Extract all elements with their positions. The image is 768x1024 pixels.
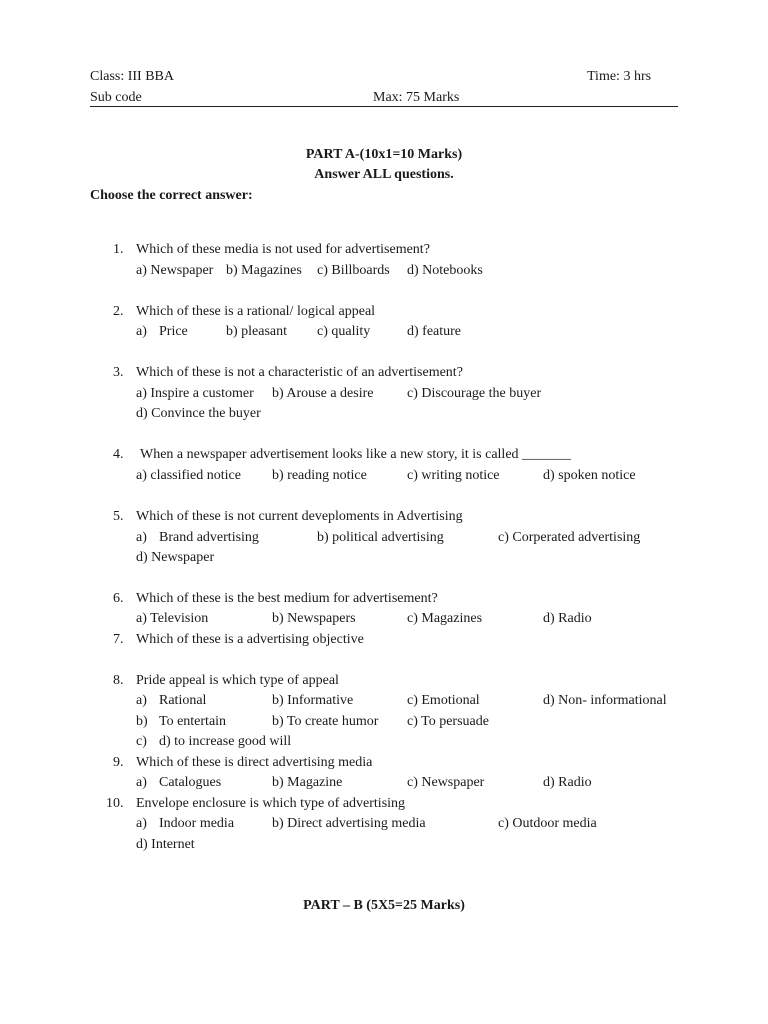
- question-number: 1.: [113, 242, 124, 257]
- option: b) Magazine: [272, 775, 343, 790]
- option-letter: a): [136, 816, 147, 831]
- option: c) Newspaper: [407, 775, 485, 790]
- option: a) Newspaper: [136, 263, 214, 278]
- option: b) Magazines: [226, 263, 302, 278]
- option: b) Informative: [272, 693, 354, 708]
- question-text: Which of these is not current deveploments in Advertising: [136, 509, 463, 524]
- option: Catalogues: [159, 775, 222, 790]
- option: c) Outdoor media: [498, 816, 597, 831]
- header-divider: [90, 106, 678, 107]
- question-text: Which of these is not a characteristic of an advertisement?: [136, 365, 463, 380]
- option: b) Arouse a desire: [272, 386, 374, 401]
- option: b) political advertising: [317, 530, 444, 545]
- part-a-title: PART A-(10x1=10 Marks): [305, 147, 463, 162]
- option: d) Newspaper: [136, 550, 215, 565]
- question-number: 4.: [113, 447, 124, 462]
- part-a-subtitle: Choose the correct answer:: [90, 188, 253, 203]
- option: d) Radio: [543, 611, 592, 626]
- option: b) Newspapers: [272, 611, 356, 626]
- question-text: When a newspaper advertisement looks like a new story, it is called _______: [140, 447, 572, 462]
- option: d) Radio: [543, 775, 592, 790]
- question-text: Which of these media is not used for advertisement?: [136, 242, 430, 257]
- option: c) writing notice: [407, 468, 500, 483]
- option: Price: [159, 324, 188, 339]
- option: c) Billboards: [317, 263, 390, 278]
- option-letter: b): [136, 714, 148, 729]
- option: Rational: [159, 693, 207, 708]
- option: b) Direct advertising media: [272, 816, 426, 831]
- option: d) spoken notice: [543, 468, 636, 483]
- option: d) Notebooks: [407, 263, 483, 278]
- option: d) Internet: [136, 837, 195, 852]
- question-number: 2.: [113, 304, 124, 319]
- option-letter: a): [136, 530, 147, 545]
- option: b) To create humor: [272, 714, 379, 729]
- option: d) Non- informational: [543, 693, 667, 708]
- option: c) Discourage the buyer: [407, 386, 542, 401]
- time-label: Time: 3 hrs: [587, 69, 652, 84]
- option-letter: a): [136, 324, 147, 339]
- question-number: 3.: [113, 365, 124, 380]
- question-text: Which of these is a rational/ logical appeal: [136, 304, 376, 319]
- option: a) classified notice: [136, 468, 241, 483]
- part-b-title: PART – B (5X5=25 Marks): [303, 898, 465, 913]
- question-number: 9.: [113, 755, 124, 770]
- question-number: 6.: [113, 591, 124, 606]
- option: c) quality: [317, 324, 371, 339]
- option-letter: a): [136, 693, 147, 708]
- option: c) Magazines: [407, 611, 483, 626]
- question-number: 8.: [113, 673, 124, 688]
- option: Brand advertising: [159, 530, 259, 545]
- max-marks-label: Max: 75 Marks: [373, 90, 460, 105]
- option: a) Television: [136, 611, 209, 626]
- option: c) To persuade: [407, 714, 489, 729]
- option: Indoor media: [159, 816, 235, 831]
- option: To entertain: [159, 714, 227, 729]
- part-a-instruction: Answer ALL questions.: [314, 167, 454, 182]
- option: d) feature: [407, 324, 462, 339]
- question-text: Envelope enclosure is which type of advertising: [136, 796, 406, 811]
- option: d) Convince the buyer: [136, 406, 261, 421]
- question-text: Which of these is the best medium for advertisement?: [136, 591, 438, 606]
- option: d) to increase good will: [159, 734, 292, 749]
- option: c) Corperated advertising: [498, 530, 641, 545]
- option: a) Inspire a customer: [136, 386, 254, 401]
- option: c) Emotional: [407, 693, 480, 708]
- question-text: Which of these is a advertising objective: [136, 632, 364, 647]
- option-letter: a): [136, 775, 147, 790]
- option: b) reading notice: [272, 468, 367, 483]
- question-number: 7.: [113, 632, 124, 647]
- option-letter: c): [136, 734, 147, 749]
- question-text: Pride appeal is which type of appeal: [136, 673, 339, 688]
- question-number: 5.: [113, 509, 124, 524]
- question-text: Which of these is direct advertising media: [136, 755, 373, 770]
- subcode-label: Sub code: [90, 90, 142, 105]
- question-number: 10.: [106, 796, 124, 811]
- option: b) pleasant: [226, 324, 288, 339]
- class-label: Class: III BBA: [90, 69, 174, 84]
